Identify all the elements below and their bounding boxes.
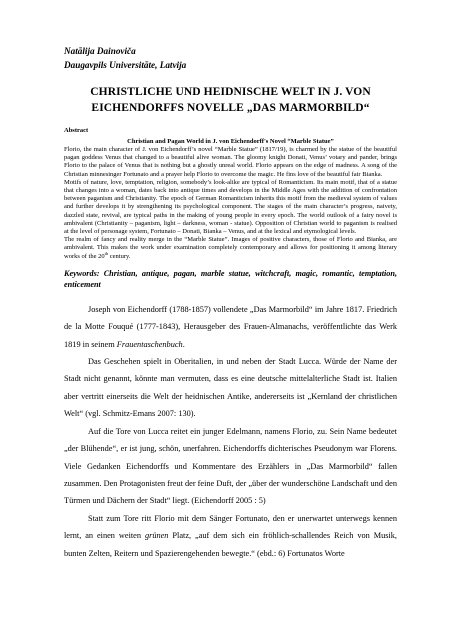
- abstract-subtitle: Christian and Pagan World in J. von Eichendorff's Novel “Marble Statue”: [127, 138, 334, 145]
- paper-title: [64, 84, 397, 116]
- body-p4-text: Statt zum Tore ritt Florio mit dem Sänger Fortunato, den er unerwartet unterwegs kennen lernt, an einen weiten: [64, 513, 397, 541]
- abstract-p3-text: The realm of fancy and reality merge in the “Marble Statue”. Images of positive characters, those of Florio and Bianka, are ambivalent. This makes the work under examination completely contemporary and allows for positioning it among literary works of the 20: [64, 236, 397, 260]
- body-paragraph-3: Auf die Tore von Lucca reitet ein junger Edelmann, namens Florio, zu. Sein Name bedeutet „der Blühende“, er ist jung, schön, unerfahren. Eichendorffs dichterisches Pseudonym war Florens. Viele Gedanken Eichendorffs und Kommentare des Erzählers in „Das Marmorbild“ fallen zusammen. Den Protagonisten freut der feine Duft, der „über der wunderschöne Landschaft und den Türmen und Dächern der Stadt“ liegt. (Eichendorff 2005 : 5): [64, 426, 397, 506]
- abstract-heading: Abstract: [64, 127, 89, 134]
- body-p1-text: Joseph von Eichendorff (1788-1857) vollendete „Das Marmorbild“ im Jahre 1817. Friedrich de la Motte Fouqué (1777-1843), Herausgeber des Frauen-Almanachs, veröffentlichte das Werk 1819 in seinem: [64, 304, 397, 349]
- title-line-2: EICHENDORFFS NOVELLE „DAS MARMORBILD“: [91, 102, 370, 114]
- body-paragraph-1: [64, 301, 397, 353]
- body-text: [64, 301, 397, 562]
- abstract-p3-end: century.: [108, 252, 131, 260]
- author-affiliation: Daugavpils Universitāte, Latvija: [64, 60, 187, 70]
- body-p1-end: .: [182, 339, 185, 349]
- body-paragraph-4: [64, 510, 397, 562]
- keywords: Keywords: Christian, antique, pagan, marble statue, witchcraft, magic, romantic, temptation, enticement: [64, 268, 397, 289]
- abstract-paragraph-2: Motifs of nature, love, temptation, religion, somebody’s look-alike are typical of Romanticism. Its main motif, that of a statue that changes into a woman, dates back into antique times and develops in the Middle Ages with the addition of confrontation between paganism and Christianity. The epoch of German Romanticism inherits this motif from the medieval system of values and further develops it by strengthening its psychological component. The stages of the main character’s progress, naivety, dazzled state, revival, are typical paths in the making of young people in every epoch. The world outlook of a fairy novel is ambivalent (Christianity – paganism, light – darkness, woman - statue). Opposition of Christian world to paganism is realised at the level of personage system, Fortunato – Donati, Bianka – Venus, and at the lexical and etymological levels.: [64, 178, 397, 236]
- body-p4-italic: grünen: [144, 531, 169, 541]
- abstract-p3-sup: th: [104, 250, 109, 256]
- body-p4-end: Platz, „auf dem sich ein fröhlich-schallendes Reich von Musik, bunten Zelten, Reitern und Spazierengehenden bewegte.“ (ebd.: 6) Fortunatos Worte: [64, 531, 397, 558]
- abstract-body: [64, 146, 397, 261]
- abstract-paragraph-1: Florio, the main character of J. von Eichendorff’s novel “Marble Statue” (1817/19), is charmed by the statue of the beautiful pagan goddess Venus that changed to a beautiful alive woman. The gloomy knight Donati, Venus’ votary and pander, brings Florio to the palace of Venus that is nothing but a ghostly unreal world. Florio appears on the edge of madness. A song of the Christian minnesinger Fortunato and a prayer help Florio to overcome the magic. He fins love of the beautiful fair Bianka.: [64, 146, 397, 178]
- title-line-1: CHRISTLICHE UND HEIDNISCHE WELT IN J. VON: [90, 86, 371, 98]
- body-paragraph-2: Das Geschehen spielt in Oberitalien, in und neben der Stadt Lucca. Würde der Name der Stadt nicht genannt, könnte man vermuten, dass es eine deutsche mittelalterliche Stadt ist. Italien aber vertritt einerseits die Welt der heidnischen Antike, andererseits ist „Kernland der christlichen Welt“ (vgl. Schmitz-Emans 2007: 130).: [64, 357, 397, 419]
- author-name: Natālija Dainoviča: [64, 46, 136, 56]
- abstract-paragraph-3: [64, 236, 397, 261]
- author-block: [64, 44, 397, 72]
- paper-page: [64, 44, 397, 562]
- body-p1-italic: Frauentaschenbuch: [116, 339, 183, 349]
